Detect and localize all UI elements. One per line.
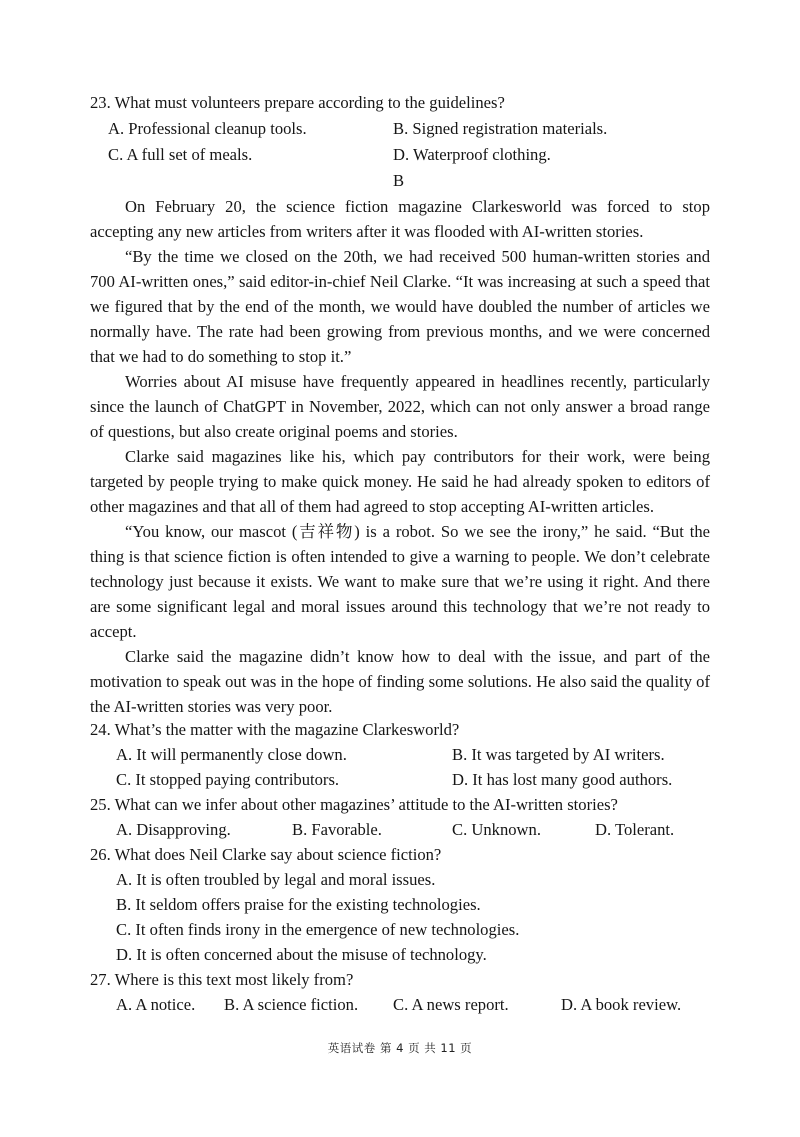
question-24: 24. What’s the matter with the magazine Clarkesworld? xyxy=(90,720,460,739)
q25-option-c: C. Unknown. xyxy=(452,820,541,839)
q23-option-a: A. Professional cleanup tools. xyxy=(108,119,307,138)
q24-option-d: D. It has lost many good authors. xyxy=(452,770,673,789)
q24-option-a: A. It will permanently close down. xyxy=(116,745,347,764)
passage-paragraph-1: On February 20, the science fiction magazine Clarkesworld was forced to stop accepting any new articles from writers after it was flooded with AI-written stories. xyxy=(90,197,710,241)
passage-paragraph-2: “By the time we closed on the 20th, we had received 500 human-written stories and 700 AI-written ones,” said editor-in-chief Neil Clarke. “It was increasing at such a speed that we figured that by the end of the month, we would have doubled the number of articles we normally have. The rate had been growing from previous months, and we were concerned that we had to do something to stop it.” xyxy=(90,247,710,366)
q24-option-c: C. It stopped paying contributors. xyxy=(116,770,340,789)
q24-option-b: B. It was targeted by AI writers. xyxy=(452,745,665,764)
q26-option-c: C. It often finds irony in the emergence of new technologies. xyxy=(116,920,520,939)
q26-option-d: D. It is often concerned about the misuse of technology. xyxy=(116,945,487,964)
passage-paragraph-3: Worries about AI misuse have frequently appeared in headlines recently, particularly since the launch of ChatGPT in November, 2022, which can not only answer a broad range of questions, but also create original poems and stories. xyxy=(90,372,710,441)
passage-paragraph-6: Clarke said the magazine didn’t know how to deal with the issue, and part of the motivation to speak out was in the hope of finding some solutions. He also said the quality of the AI-written stories was very poor. xyxy=(90,647,710,716)
passage-paragraph-4: Clarke said magazines like his, which pay contributors for their work, were being targeted by people trying to make quick money. He said he had already spoken to editors of other magazines and that all of them had agreed to stop accepting AI-written articles. xyxy=(90,447,710,516)
q25-option-d: D. Tolerant. xyxy=(595,820,675,839)
q27-option-c: C. A news report. xyxy=(393,995,509,1014)
q27-option-d: D. A book review. xyxy=(561,995,682,1014)
q27-option-b: B. A science fiction. xyxy=(224,995,359,1014)
q26-option-b: B. It seldom offers praise for the existing technologies. xyxy=(116,895,481,914)
question-25: 25. What can we infer about other magazines’ attitude to the AI-written stories? xyxy=(90,795,618,814)
q23-option-d: D. Waterproof clothing. xyxy=(393,145,551,164)
q26-option-a: A. It is often troubled by legal and moral issues. xyxy=(116,870,436,889)
passage-paragraph-5: “You know, our mascot (吉祥物) is a robot. So we see the irony,” he said. “But the thing is that science fiction is often intended to give a warning to people. We don’t celebrate technology just because it exists. We want to make sure that we’re using it right. And there are some significant legal and moral issues around this technology that we’re not ready to accept. xyxy=(90,522,710,641)
question-23: 23. What must volunteers prepare according to the guidelines? xyxy=(90,93,505,112)
page-footer: 英语试卷 第 4 页 共 11 页 xyxy=(327,1041,473,1055)
q25-option-a: A. Disapproving. xyxy=(116,820,231,839)
question-26: 26. What does Neil Clarke say about science fiction? xyxy=(90,845,442,864)
q23-option-c: C. A full set of meals. xyxy=(108,145,253,164)
section-label: B xyxy=(393,171,405,190)
q27-option-a: A. A notice. xyxy=(116,995,196,1014)
question-27: 27. Where is this text most likely from? xyxy=(90,970,354,989)
q23-option-b: B. Signed registration materials. xyxy=(393,119,608,138)
q25-option-b: B. Favorable. xyxy=(292,820,382,839)
